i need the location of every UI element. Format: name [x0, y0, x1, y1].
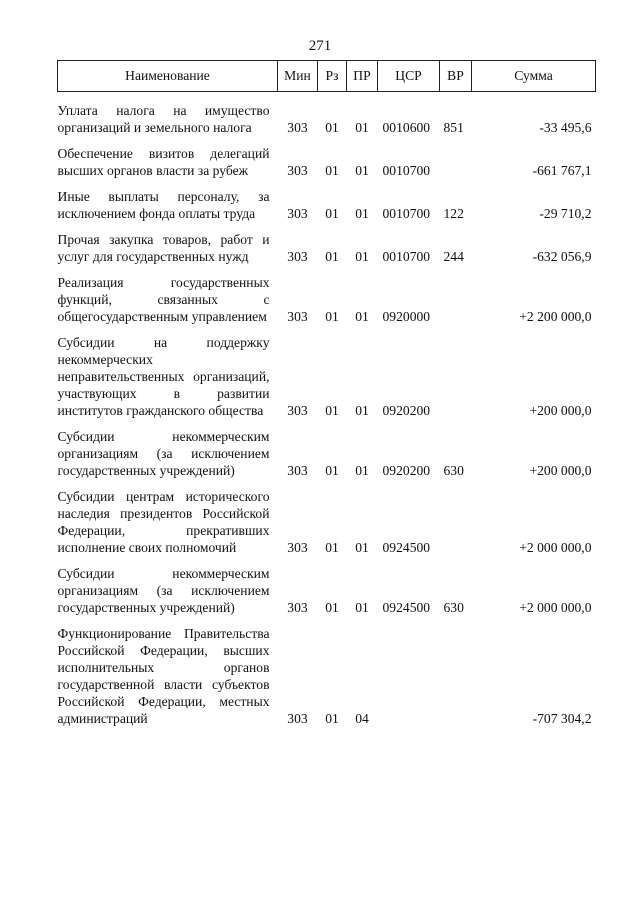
cell-name: Субсидии центрам исторического наследия президентов Российской Федерации, прекративших исполнение своих полномочий: [57, 489, 270, 555]
cell-min: 303: [287, 206, 308, 221]
cell-min: 303: [287, 120, 308, 135]
table-header: [58, 61, 596, 92]
row-gap: [58, 325, 596, 334]
cell-min: 303: [287, 463, 308, 478]
cell-rz: 01: [325, 163, 339, 178]
cell-csr: 0920000: [382, 309, 431, 324]
cell-csr: 0010700: [382, 163, 431, 178]
cell-rz: 01: [325, 540, 339, 555]
cell-sum: -33 495,6: [539, 120, 592, 135]
header-min: Мин: [278, 61, 318, 92]
header-csr: ЦСР: [378, 61, 440, 92]
cell-sum: -661 767,1: [532, 163, 592, 178]
cell-vr: 122: [443, 206, 464, 221]
gap-cell: [58, 419, 596, 428]
page-number: 271: [308, 38, 332, 54]
gap-cell: [58, 136, 596, 145]
cell-vr: 244: [443, 249, 464, 264]
header-vr: ВР: [440, 61, 472, 92]
cell-pr: 01: [355, 600, 369, 615]
header-pr: ПР: [347, 61, 378, 92]
cell-min: 303: [287, 600, 308, 615]
cell-rz: 01: [325, 206, 339, 221]
table-row: [58, 625, 596, 727]
cell-csr: 0010600: [382, 120, 431, 135]
cell-name: Уплата налога на имущество организаций и земельного налога: [57, 103, 270, 135]
cell-vr: 851: [443, 120, 464, 135]
cell-rz: 01: [325, 403, 339, 418]
cell-sum: -707 304,2: [532, 711, 592, 726]
cell-min: 303: [287, 711, 308, 726]
table-spacer: [58, 92, 596, 103]
cell-pr: 01: [355, 403, 369, 418]
cell-rz: 01: [325, 120, 339, 135]
cell-pr: 01: [355, 309, 369, 324]
cell-csr: 0920200: [382, 463, 431, 478]
cell-csr: [378, 625, 440, 727]
table-row: [58, 428, 596, 479]
cell-csr: 0924500: [382, 540, 431, 555]
table-row: [58, 145, 596, 179]
cell-rz: 01: [325, 249, 339, 264]
cell-vr: 630: [443, 600, 464, 615]
header-rz: Рз: [318, 61, 347, 92]
cell-sum: +2 000 000,0: [519, 600, 592, 615]
cell-csr: 0010700: [382, 206, 431, 221]
cell-name: Функционирование Правительства Российской Федерации, высших исполнительных органов государственной власти субъектов Российской Федерации, местных администраций: [57, 626, 270, 726]
gap-cell: [58, 222, 596, 231]
cell-rz: 01: [325, 309, 339, 324]
cell-pr: 01: [355, 120, 369, 135]
cell-min: 303: [287, 249, 308, 264]
cell-sum: +2 000 000,0: [519, 540, 592, 555]
table-row: [58, 488, 596, 556]
row-gap: [58, 479, 596, 488]
cell-name: Субсидии некоммерческим организациям (за исключением государственных учреждений): [57, 429, 270, 478]
gap-cell: [58, 179, 596, 188]
gap-cell: [58, 265, 596, 274]
cell-name: Реализация государственных функций, связанных с общегосударственным управлением: [57, 275, 270, 324]
cell-rz: 01: [325, 600, 339, 615]
table-body: [58, 92, 596, 728]
row-gap: [58, 265, 596, 274]
gap-cell: [58, 616, 596, 625]
cell-name: Прочая закупка товаров, работ и услуг для государственных нужд: [57, 232, 270, 264]
cell-pr: 01: [355, 249, 369, 264]
cell-vr: [440, 625, 472, 727]
cell-min: 303: [287, 403, 308, 418]
row-gap: [58, 222, 596, 231]
cell-pr: 01: [355, 463, 369, 478]
table-row: [58, 274, 596, 325]
cell-csr: 0920200: [382, 403, 431, 418]
cell-vr: [440, 334, 472, 419]
cell-pr: 01: [355, 206, 369, 221]
cell-pr: 01: [355, 540, 369, 555]
gap-cell: [58, 325, 596, 334]
header-sum: Сумма: [472, 61, 596, 92]
cell-csr: 0924500: [382, 600, 431, 615]
header-name: Наименование: [58, 61, 278, 92]
table-row: [58, 334, 596, 419]
row-gap: [58, 419, 596, 428]
cell-name: Субсидии некоммерческим организациям (за исключением государственных учреждений): [57, 566, 270, 615]
budget-table: [57, 60, 596, 727]
cell-min: 303: [287, 163, 308, 178]
cell-sum: -29 710,2: [539, 206, 592, 221]
cell-vr: 630: [443, 463, 464, 478]
table-row: [58, 188, 596, 222]
cell-min: 303: [287, 309, 308, 324]
table-row: [58, 565, 596, 616]
cell-vr: [440, 145, 472, 179]
cell-name: Обеспечение визитов делегаций высших органов власти за рубеж: [57, 146, 270, 178]
cell-name: Субсидии на поддержку некоммерческих неправительственных организаций, участвующих в развитии институтов гражданского общества: [57, 335, 270, 418]
cell-pr: 01: [355, 163, 369, 178]
row-gap: [58, 136, 596, 145]
spacer-cell: [58, 92, 596, 103]
cell-vr: [440, 274, 472, 325]
cell-rz: 01: [325, 463, 339, 478]
table-row: [58, 231, 596, 265]
gap-cell: [58, 479, 596, 488]
cell-sum: +200 000,0: [529, 403, 592, 418]
cell-name: Иные выплаты персоналу, за исключением фонда оплаты труда: [57, 189, 270, 221]
cell-sum: +200 000,0: [529, 463, 592, 478]
cell-rz: 01: [325, 711, 339, 726]
row-gap: [58, 179, 596, 188]
cell-min: 303: [287, 540, 308, 555]
cell-sum: +2 200 000,0: [519, 309, 592, 324]
row-gap: [58, 616, 596, 625]
cell-csr: 0010700: [382, 249, 431, 264]
cell-sum: -632 056,9: [532, 249, 592, 264]
cell-vr: [440, 488, 472, 556]
cell-pr: 04: [355, 711, 369, 726]
table-row: [58, 102, 596, 136]
row-gap: [58, 556, 596, 565]
gap-cell: [58, 556, 596, 565]
